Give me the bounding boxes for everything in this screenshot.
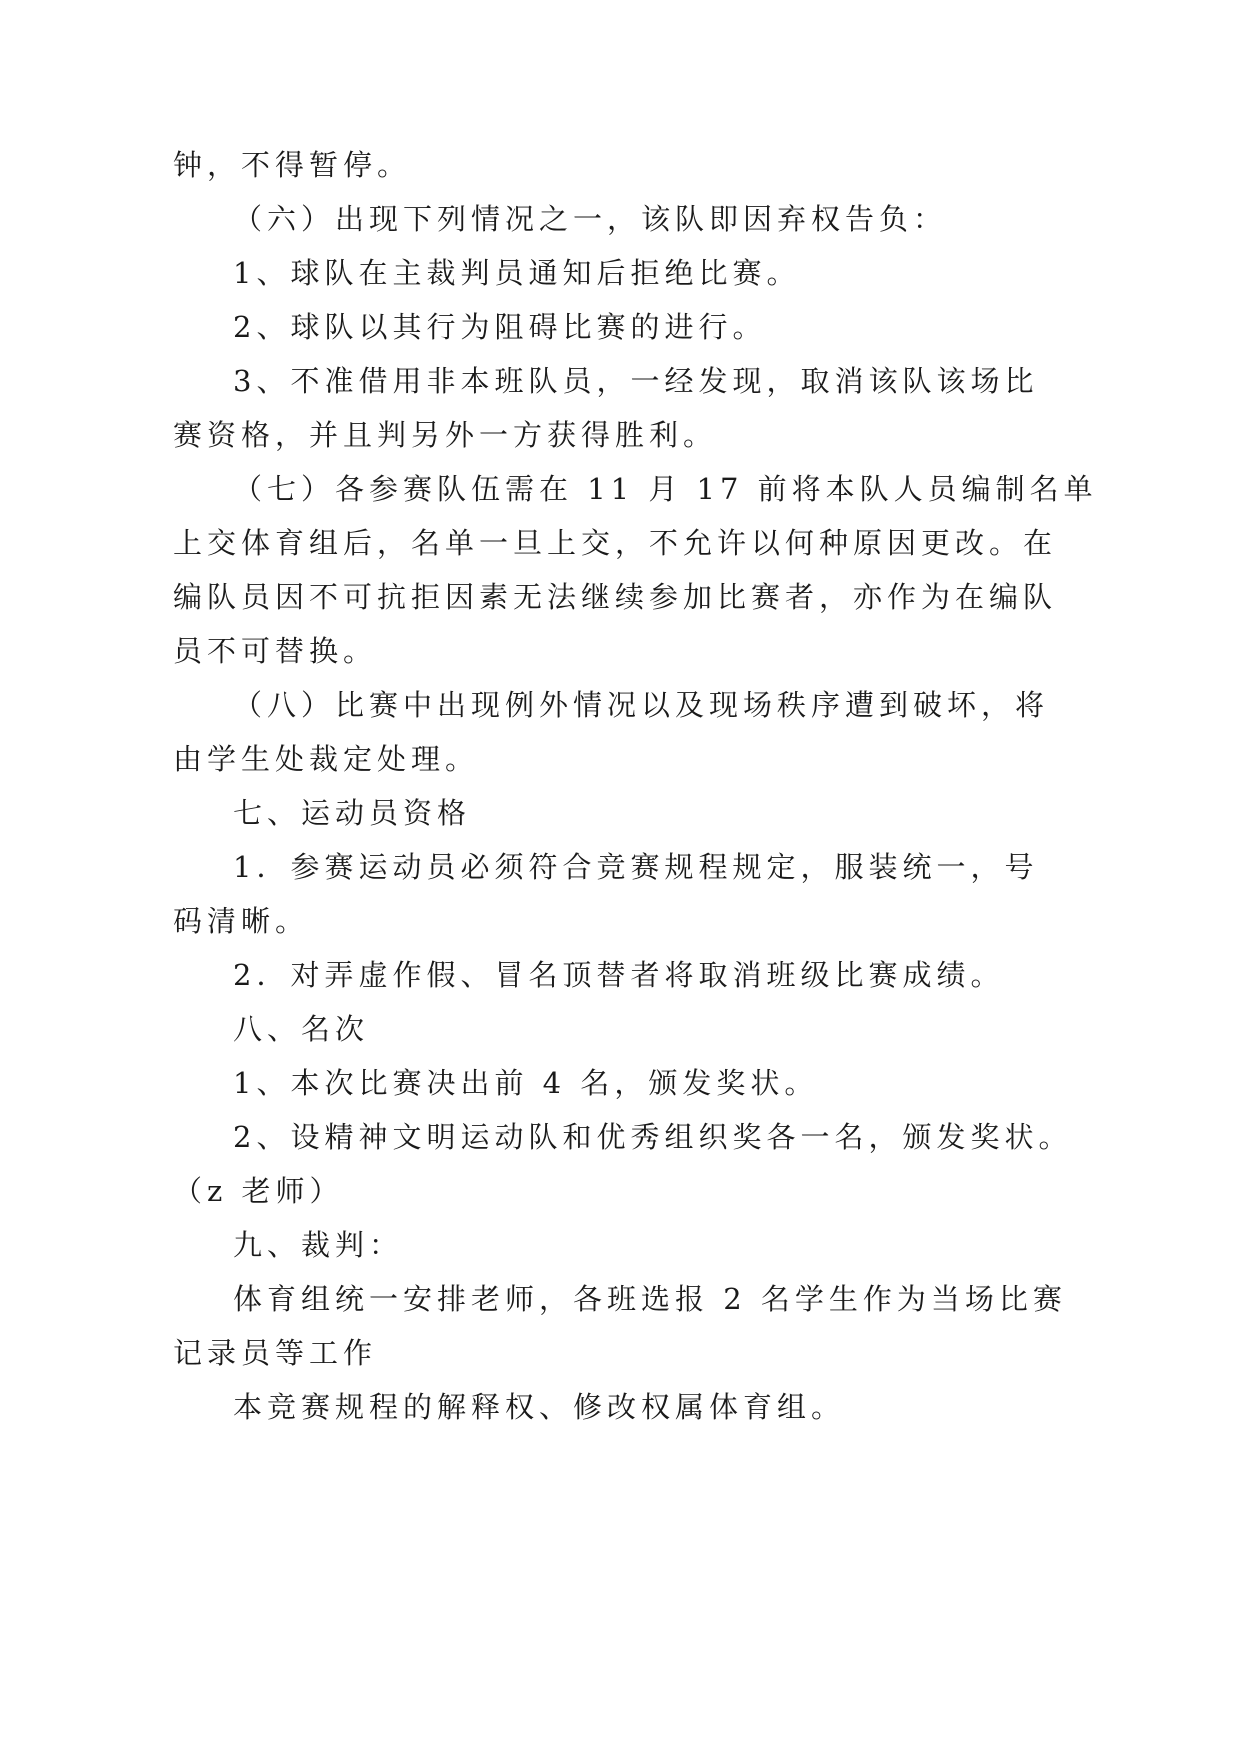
text-line: （八）比赛中出现例外情况以及现场秩序遭到破坏，将	[233, 688, 1050, 722]
text-line: 2、设精神文明运动队和优秀组织奖各一名，颁发奖状。	[233, 1120, 1073, 1154]
text-line: （z 老师）	[173, 1174, 344, 1208]
text-line: 1．参赛运动员必须符合竞赛规程规定，服装统一，号	[233, 850, 1039, 884]
text-line: 2、球队以其行为阻碍比赛的进行。	[233, 310, 767, 344]
text-line: 1、本次比赛决出前 4 名，颁发奖状。	[233, 1066, 819, 1100]
text-line: （六）出现下列情况之一，该队即因弃权告负：	[233, 202, 948, 236]
text-line: 本竞赛规程的解释权、修改权属体育组。	[233, 1390, 846, 1424]
text-line: 2．对弄虚作假、冒名顶替者将取消班级比赛成绩。	[233, 958, 1005, 992]
text-line: 体育组统一安排老师，各班选报 2 名学生作为当场比赛	[233, 1282, 1067, 1316]
section-heading: 八、名次	[233, 1012, 370, 1046]
text-line: 员不可替换。	[173, 634, 378, 668]
text-line: 编队员因不可抗拒因素无法继续参加比赛者，亦作为在编队	[173, 580, 1058, 614]
text-line: 3、不准借用非本班队员，一经发现，取消该队该场比	[233, 364, 1039, 398]
text-line: 1、球队在主裁判员通知后拒绝比赛。	[233, 256, 801, 290]
text-line: 由学生处裁定处理。	[173, 742, 480, 776]
text-line: 钟，不得暂停。	[173, 148, 412, 182]
text-line: 记录员等工作	[173, 1336, 378, 1370]
text-line: 赛资格，并且判另外一方获得胜利。	[173, 418, 718, 452]
text-line: 码清晰。	[173, 904, 310, 938]
text-line: 上交体育组后，名单一旦上交，不允许以何种原因更改。在	[173, 526, 1058, 560]
section-heading: 七、运动员资格	[233, 796, 472, 830]
section-heading: 九、裁判：	[233, 1228, 404, 1262]
text-line: （七）各参赛队伍需在 11 月 17 前将本队人员编制名单	[233, 472, 1098, 506]
